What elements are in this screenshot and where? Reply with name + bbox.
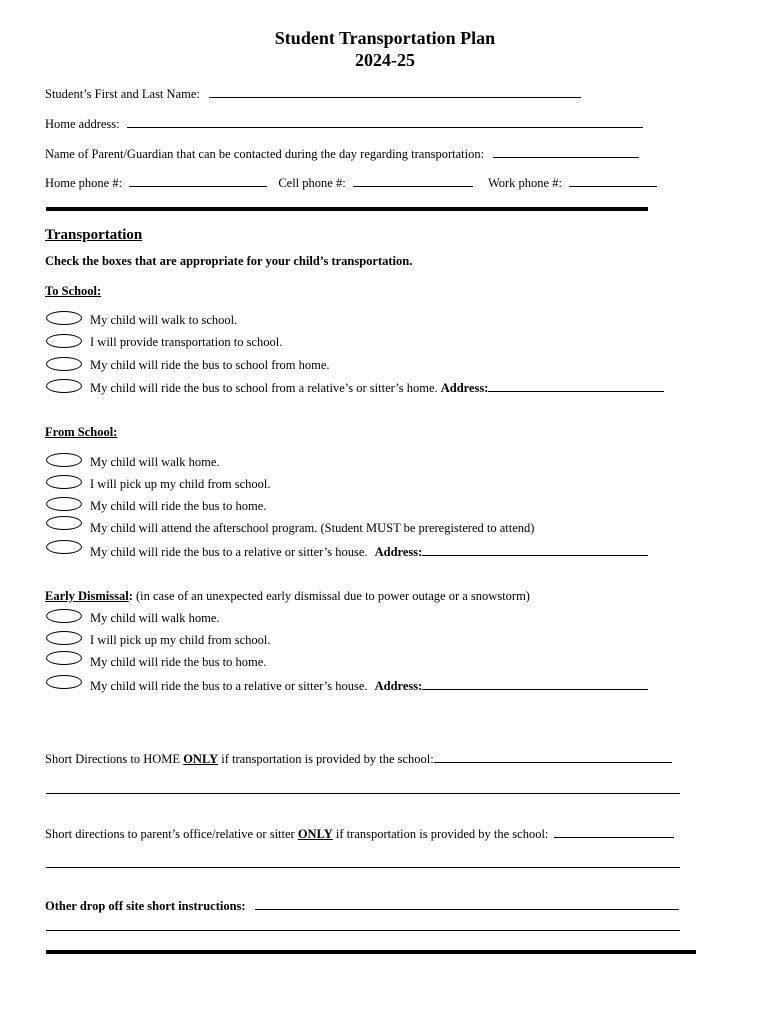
from-school-address-label: Address: <box>374 545 423 559</box>
to-school-option-label: My child will ride the bus to school from home. <box>90 358 330 372</box>
early-dismissal-option-row <box>90 678 648 694</box>
early-dismissal-option-checkbox[interactable] <box>46 651 82 665</box>
home-address-label: Home address: <box>45 117 120 131</box>
home-directions-prefix: Short Directions to HOME <box>45 752 184 766</box>
office-directions-only: ONLY <box>297 827 333 841</box>
office-directions-suffix: if transportation is provided by the school: <box>332 827 549 841</box>
from-school-option-checkbox[interactable] <box>46 453 82 467</box>
home-directions-suffix: if transportation is provided by the school: <box>218 752 434 766</box>
from-school-option-row <box>90 544 648 560</box>
early-dismissal-address-field[interactable] <box>422 678 648 690</box>
to-school-address-label: Address: <box>440 381 489 395</box>
student-name-row <box>45 86 581 102</box>
office-directions-line[interactable] <box>46 867 680 868</box>
parent-contact-label: Name of Parent/Guardian that can be contacted during the day regarding transportation: <box>45 147 485 161</box>
home-directions-row <box>45 751 672 767</box>
from-school-option-label: My child will attend the afterschool program. (Student MUST be preregistered to attend) <box>90 521 535 535</box>
from-school-option-label: I will pick up my child from school. <box>90 477 271 491</box>
home-directions-field[interactable] <box>434 751 672 763</box>
student-name-label: Student’s First and Last Name: <box>45 87 200 101</box>
bottom-divider <box>46 950 696 954</box>
to-school-option-checkbox[interactable] <box>46 311 82 325</box>
from-school-option-label: My child will walk home. <box>90 455 220 469</box>
to-school-option-label: My child will walk to school. <box>90 313 238 327</box>
early-dismissal-option-label: My child will ride the bus to home. <box>90 655 267 669</box>
from-school-option-checkbox[interactable] <box>46 540 82 554</box>
phone-row <box>45 175 657 191</box>
home-address-row <box>45 116 643 132</box>
home-directions-only: ONLY <box>183 752 219 766</box>
page-title: Student Transportation Plan <box>274 28 496 48</box>
parent-contact-field[interactable] <box>493 146 639 158</box>
other-dropoff-label: Other drop off site short instructions: <box>45 899 246 913</box>
from-school-option-label: My child will ride the bus to home. <box>90 499 267 513</box>
early-dismissal-option-checkbox[interactable] <box>46 609 82 623</box>
office-directions-prefix: Short directions to parent’s office/relative or sitter <box>45 827 298 841</box>
other-dropoff-line[interactable] <box>46 930 680 931</box>
school-year: 2024-25 <box>355 50 415 70</box>
from-school-option-checkbox[interactable] <box>46 475 82 489</box>
home-phone-label: Home phone #: <box>45 176 123 190</box>
early-dismissal-option-label: I will pick up my child from school. <box>90 633 271 647</box>
early-dismissal-row <box>45 589 530 604</box>
to-school-option-label: My child will ride the bus to school from a relative’s or sitter’s home. <box>90 381 438 395</box>
to-school-option-label: I will provide transportation to school. <box>90 335 283 349</box>
early-dismissal-option-checkbox[interactable] <box>46 631 82 645</box>
transportation-instructions: Check the boxes that are appropriate for your child’s transportation. <box>45 254 413 268</box>
from-school-option-checkbox[interactable] <box>46 516 82 530</box>
from-school-heading: From School: <box>45 425 118 439</box>
cell-phone-label: Cell phone #: <box>278 176 346 190</box>
to-school-option-checkbox[interactable] <box>46 334 82 348</box>
other-dropoff-field[interactable] <box>255 898 679 910</box>
office-directions-field[interactable] <box>554 826 674 838</box>
office-directions-row <box>45 826 674 842</box>
to-school-option-checkbox[interactable] <box>46 379 82 393</box>
to-school-heading: To School: <box>45 284 102 298</box>
early-dismissal-option-label: My child will ride the bus to a relative or sitter’s house. <box>90 679 368 693</box>
transportation-heading: Transportation <box>45 227 143 243</box>
to-school-option-checkbox[interactable] <box>46 357 82 371</box>
to-school-option-row <box>90 380 664 396</box>
parent-contact-row <box>45 146 639 162</box>
other-dropoff-row <box>45 898 679 914</box>
early-dismissal-address-label: Address: <box>374 679 423 693</box>
early-dismissal-option-checkbox[interactable] <box>46 675 82 689</box>
section-divider <box>46 207 648 211</box>
early-dismissal-note: (in case of an unexpected early dismissal due to power outage or a snowstorm) <box>132 589 530 603</box>
early-dismissal-option-label: My child will walk home. <box>90 611 220 625</box>
home-phone-field[interactable] <box>129 175 267 187</box>
from-school-option-checkbox[interactable] <box>46 497 82 511</box>
early-dismissal-colon: : <box>128 589 133 603</box>
home-address-field[interactable] <box>127 116 643 128</box>
to-school-address-field[interactable] <box>488 380 664 392</box>
from-school-option-label: My child will ride the bus to a relative or sitter’s house. <box>90 545 368 559</box>
home-directions-line[interactable] <box>46 793 680 794</box>
early-dismissal-heading: Early Dismissal <box>45 589 129 603</box>
from-school-address-field[interactable] <box>422 544 648 556</box>
work-phone-field[interactable] <box>569 175 657 187</box>
work-phone-label: Work phone #: <box>487 176 562 190</box>
student-name-field[interactable] <box>209 86 581 98</box>
cell-phone-field[interactable] <box>353 175 473 187</box>
